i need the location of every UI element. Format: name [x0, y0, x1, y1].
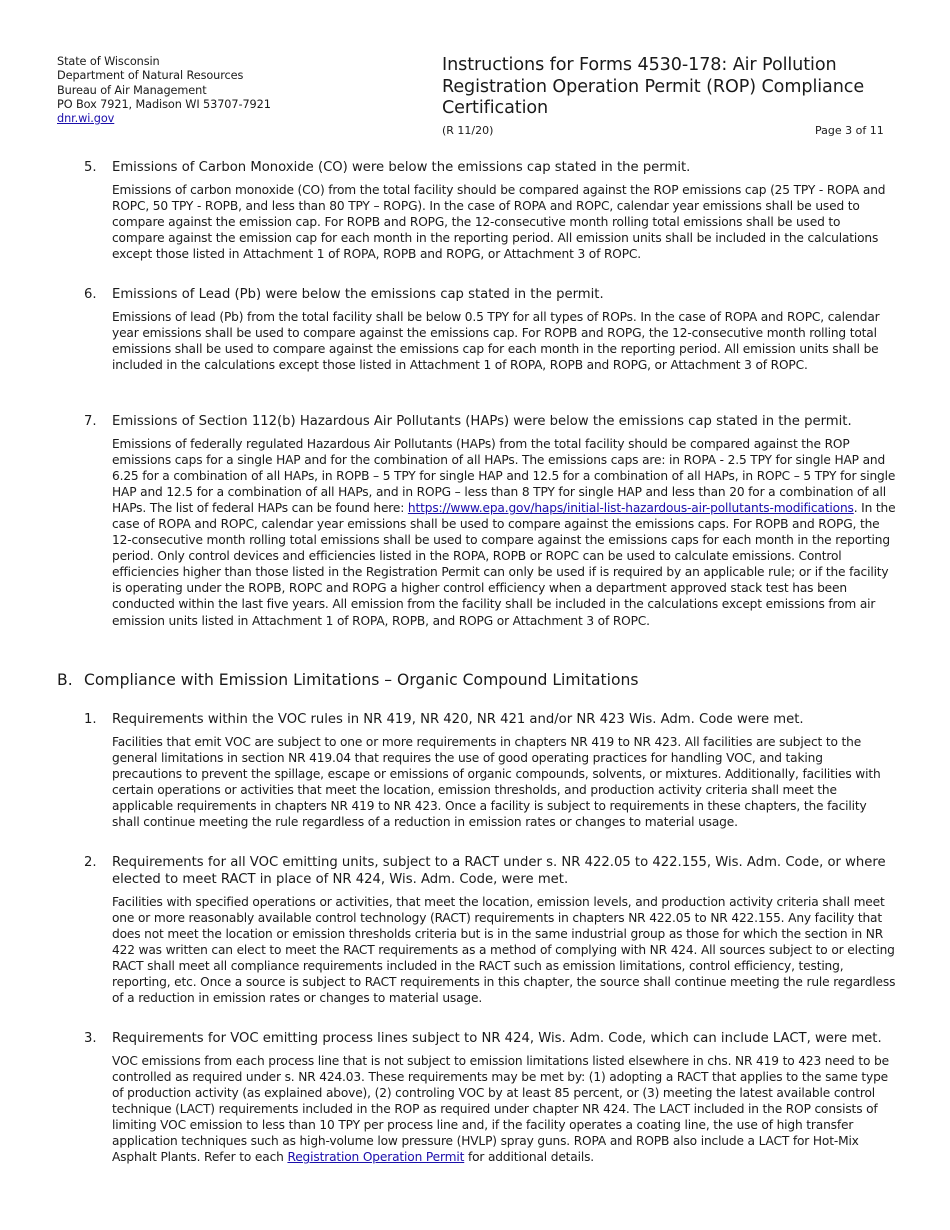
list-item-lact: [84, 1030, 896, 1165]
document-title: Instructions for Forms 4530-178: Air Pollution Registration Operation Permit (ROP) Compliance Certification: [442, 55, 865, 118]
item-body-text-continued: . In the case of ROPA and ROPC, calendar year emissions shall be used to compare against the emissions caps. For ROPB and ROPG, the 12-consecutive month rolling total emissions shall be used to compare against the emissions caps for each month in the reporting period. Only control devices and efficiencies listed in the ROPA, ROPB or ROPC can be used to calculate emissions. Control efficiencies higher than those listed in the Registration Permit can only be used if is required by an applicable rule; or if the facility is operating under the ROPB, ROPC and ROPG a higher control efficiency when a department approved stack test has been conducted within the last five years. All emission from the facility shall be included in the calculations except emissions from air emission units listed in Attachment 1 of ROPA, ROPB, and ROPG or Attachment 3 of ROPC.: [112, 501, 896, 628]
agency-website-link[interactable]: dnr.wi.gov: [57, 112, 115, 126]
registration-operation-permit-link[interactable]: Registration Operation Permit: [287, 1150, 465, 1165]
item-body: [112, 1053, 896, 1165]
item-heading: Requirements for all VOC emitting units, subject to a RACT under s. NR 422.05 to 422.155, Wis. Adm. Code, or where elected to meet RACT in place of NR 424, Wis. Adm. Code, were met.: [112, 855, 886, 887]
agency-po-box: PO Box 7921, Madison WI 53707-7921: [57, 97, 271, 111]
item-body: Emissions of lead (Pb) from the total facility shall be below 0.5 TPY for all types of ROPs. In the case of ROPA and ROPC, calendar year emissions shall be used to compare against the emissions cap. For ROPB and ROPG, the 12-consecutive month rolling total emissions shall be used to compare against the emissions cap for each month in the reporting period. All emission units shall be included in the calculations except those listed in Attachment 1 of ROPA, ROPB and ROPG, or Attachment 3 of ROPC.: [112, 310, 880, 373]
item-body: Facilities that emit VOC are subject to one or more requirements in chapters NR 419 to NR 423. All facilities are subject to the general limitations in section NR 419.04 that requires the use of good operating practices for handling VOC, and taking precautions to prevent the spillage, escape or emissions of organic compounds, solvents, or mixtures. Additionally, facilities with certain operations or activities that meet the location, emission thresholds, and production activity criteria shall meet the applicable requirements in chapters NR 419 to NR 423. Once a facility is subject to requirements in these chapters, the facility shall continue meeting the rule regardless of a reduction in emission rates or changes to material usage.: [112, 735, 881, 830]
revision-date: (R 11/20): [442, 124, 494, 137]
item-heading: Emissions of Lead (Pb) were below the emissions cap stated in the permit.: [112, 287, 604, 302]
agency-department: Department of Natural Resources: [57, 69, 244, 83]
agency-state: State of Wisconsin: [57, 55, 160, 68]
item-body-text: VOC emissions from each process line that is not subject to emission limitations listed elsewhere in chs. NR 419 to 423 need to be controlled as required under s. NR 424.03. These requirements may be met by: (1) adopting a RACT that applies to the same type of production activity (as explained above), (2) controling VOC by at least 85 percent, or (3) meeting the latest available control technique (LACT) requirements included in the ROP as required under chapter NR 424. The LACT included in the ROP consists of limiting VOC emission to less than 10 TPY per process line and, if the facility operates a coating line, the use of high transfer application techniques such as high-volume low pressure (HVLP) spray guns. ROPA and ROPB also include a LACT for Hot-Mix Asphalt Plants. Refer to each: [112, 1054, 889, 1165]
list-item-co: [84, 159, 896, 262]
item-number: 7.: [84, 414, 97, 429]
epa-haps-list-link[interactable]: https://www.epa.gov/haps/initial-list-hazardous-air-pollutants-modifications: [407, 501, 854, 516]
item-number: 6.: [84, 287, 97, 302]
item-body: Emissions of carbon monoxide (CO) from the total facility should be compared against the ROP emissions cap (25 TPY - ROPA and ROPC, 50 TPY - ROPB, and less than 80 TPY – ROPG). In the case of ROPA and ROPC, calendar year emissions shall be used to compare against the emission cap. For ROPB and ROPG, the 12-consecutive month rolling total emissions shall be used to compare against the emission cap for each month in the reporting period. All emission units shall be included in the calculations except those listed in Attachment 1 of ROPA, ROPB and ROPG, or Attachment 3 of ROPC.: [112, 183, 886, 262]
list-item-lead: [84, 286, 896, 373]
item-body: Facilities with specified operations or activities, that meet the location, emission levels, and production activity criteria shall meet one or more reasonably available control technology (RACT) requirements in chapters NR 422.05 to NR 422.155. Any facility that does not meet the location or emission thresholds criteria but is in the same industrial group as those for which the section in NR 422 was written can elect to meet the RACT requirements as a method of complying with NR 424. All sources subject to or electing RACT shall meet all compliance requirements included in the RACT such as emission limitations, control efficiency, testing, reporting, etc. Once a source is subject to RACT requirements in this chapter, the source shall continue meeting the rule regardless of a reduction in emission rates or changes to material usage.: [112, 895, 896, 1006]
item-heading: Emissions of Section 112(b) Hazardous Air Pollutants (HAPs) were below the emissions cap stated in the permit.: [112, 414, 852, 429]
item-number: 2.: [84, 855, 97, 870]
item-heading: Requirements for VOC emitting process lines subject to NR 424, Wis. Adm. Code, which can include LACT, were met.: [112, 1031, 882, 1046]
item-heading: Requirements within the VOC rules in NR 419, NR 420, NR 421 and/or NR 423 Wis. Adm. Code were met.: [112, 712, 804, 727]
agency-bureau: Bureau of Air Management: [57, 83, 207, 97]
item-body-text-continued: for additional details.: [464, 1150, 595, 1165]
section-letter: B.: [57, 671, 73, 689]
section-heading-b: [57, 670, 639, 690]
list-item-voc-rules: [84, 711, 896, 830]
item-number: 1.: [84, 712, 97, 727]
item-body-text: Emissions of federally regulated Hazardous Air Pollutants (HAPs) from the total facility should be compared against the ROP emissions caps for a single HAP and for the combination of all HAPs. The emissions caps are: in ROPA - 2.5 TPY for single HAP and 6.25 for a combination of all HAPs, in ROPB – 5 TPY for single HAP and 12.5 for a combination of all HAPs, in ROPC – 5 TPY for single HAP and 12.5 for a combination of all HAPs, and in ROPG – less than 8 TPY for single HAP and less than 20 for a combination of all HAPs. The list of federal HAPs can be found here:: [112, 437, 896, 516]
list-item-haps: [84, 413, 896, 629]
section-title: Compliance with Emission Limitations – Organic Compound Limitations: [84, 671, 639, 689]
item-body: [112, 436, 896, 629]
list-item-ract: [84, 854, 896, 1006]
agency-address-block: [57, 55, 271, 126]
page-number: Page 3 of 11: [815, 124, 884, 137]
item-heading: Emissions of Carbon Monoxide (CO) were below the emissions cap stated in the permit.: [112, 160, 691, 175]
item-number: 3.: [84, 1031, 97, 1046]
item-number: 5.: [84, 160, 97, 175]
